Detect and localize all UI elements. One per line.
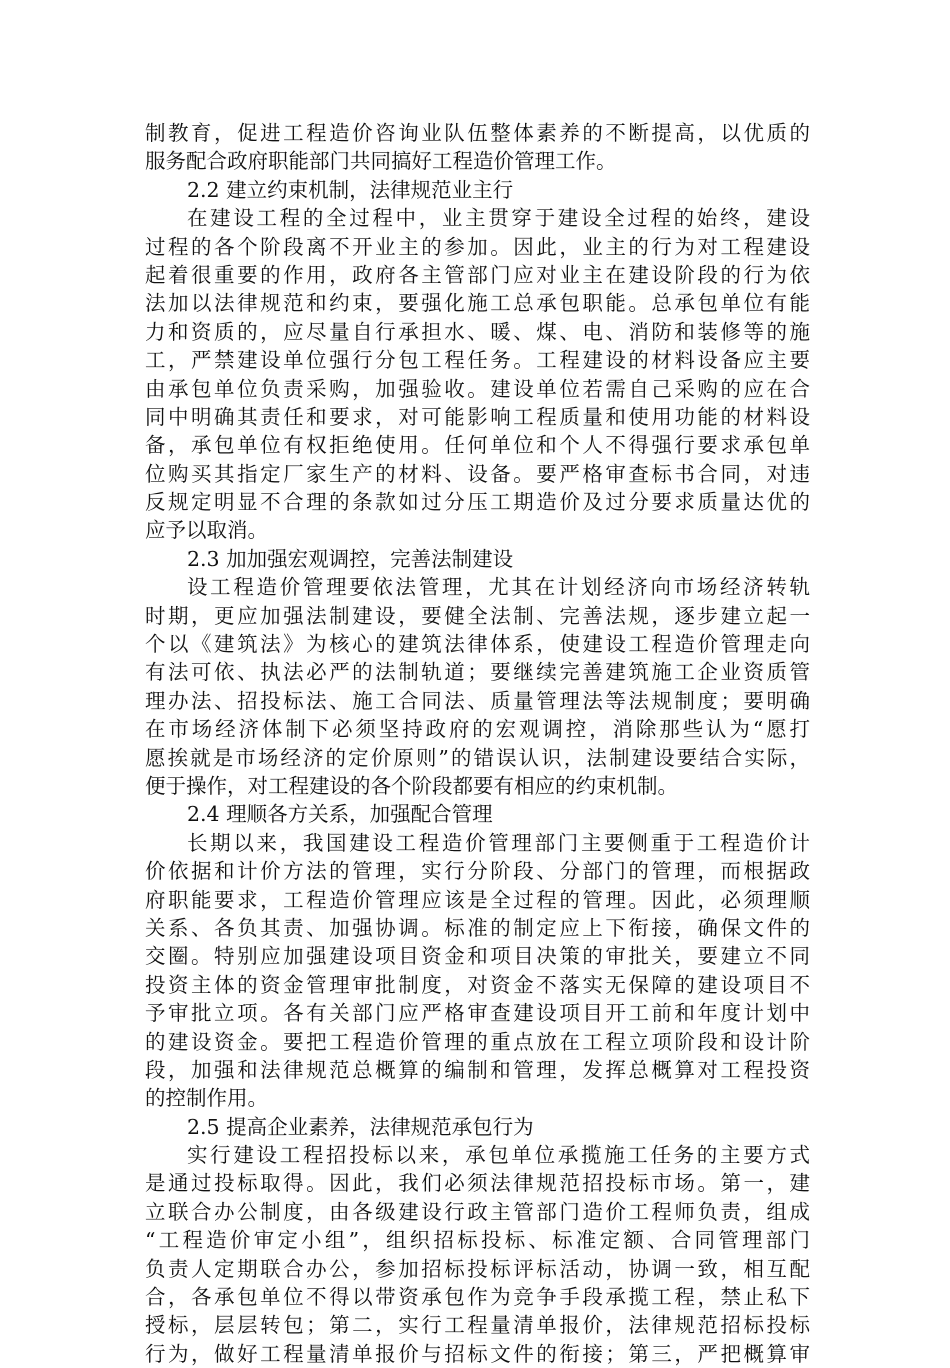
- text-line: 长期以来，我国建设工程造价管理部门主要侧重于工程造价计: [187, 830, 810, 855]
- text-line: 法加以法律规范和约束，要强化施工总承包职能。总承包单位有能: [145, 291, 810, 316]
- text-line: 府职能要求，工程造价管理应该是全过程的管理。因此，必须理顺: [145, 887, 810, 912]
- body-text: [145, 119, 810, 1368]
- section-heading: 2.5 提高企业素养，法律规范承包行为: [187, 1114, 534, 1139]
- text-line: 立联合办公制度，由各级建设行政主管部门造价工程师负责，组成: [145, 1199, 810, 1224]
- text-line: 设工程造价管理要依法管理，尤其在计划经济向市场经济转轨: [187, 575, 810, 600]
- text-line: 备，承包单位有权拒绝使用。任何单位和个人不得强行要求承包单: [145, 433, 810, 458]
- text-line: 在市场经济体制下必须坚持政府的宏观调控，消除那些认为“愿打: [145, 717, 810, 742]
- text-line: 是通过投标取得。因此，我们必须法律规范招投标市场。第一，建: [145, 1171, 810, 1196]
- text-line: 制教育，促进工程造价咨询业队伍整体素养的不断提高，以优质的: [145, 121, 810, 145]
- text-line: 工，严禁建设单位强行分包工程任务。工程建设的材料设备应主要: [145, 348, 810, 373]
- text-line: 过程的各个阶段离不开业主的参加。因此，业主的行为对工程建设: [145, 234, 810, 259]
- text-line: 由承包单位负责采购，加强验收。建设单位若需自己采购的应在合: [145, 376, 810, 401]
- text-line: 应予以取消。: [145, 518, 268, 543]
- text-line: 理办法、招投标法、施工合同法、质量管理法等法规制度；要明确: [145, 688, 810, 713]
- text-line: 便于操作，对工程建设的各个阶段都要有相应的约束机制。: [145, 773, 678, 798]
- text-line: 在建设工程的全过程中，业主贯穿于建设全过程的始终，建设: [187, 206, 810, 231]
- text-line: 关系、各负其责、加强协调。标准的制定应上下衔接，确保文件的: [145, 915, 810, 940]
- section-heading: 2.3 加加强宏观调控，完善法制建设: [187, 546, 514, 571]
- text-line: 价依据和计价方法的管理，实行分阶段、分部门的管理，而根据政: [145, 859, 810, 884]
- text-line: 合，各承包单位不得以带资承包作为竞争手段承揽工程，禁止私下: [145, 1285, 810, 1310]
- text-line: 予审批立项。各有关部门应严格审查建设项目开工前和年度计划中: [145, 1001, 810, 1026]
- text-line: 位购买其指定厂家生产的材料、设备。要严格审查标书合同，对违: [145, 461, 810, 486]
- text-line: 反规定明显不合理的条款如过分压工期造价及过分要求质量达优的: [145, 490, 810, 515]
- text-line: 力和资质的，应尽量自行承担水、暖、煤、电、消防和装修等的施: [145, 319, 810, 344]
- section-heading: 2.2 建立约束机制，法律规范业主行: [187, 177, 514, 202]
- text-line: 愿挨就是市场经济的定价原则”的错误认识，法制建设要结合实际，: [145, 745, 810, 770]
- text-line: 交圈。特别应加强建设项目资金和项目决策的审批关，要建立不同: [145, 944, 810, 969]
- section-heading: 2.4 理顺各方关系，加强配合管理: [187, 802, 493, 827]
- text-line: 段，加强和法律规范总概算的编制和管理，发挥总概算对工程投资: [145, 1057, 810, 1082]
- text-line: 时期，更应加强法制建设，要健全法制、完善法规，逐步建立起一: [145, 603, 810, 628]
- text-line: 授标，层层转包；第二，实行工程量清单报价，法律规范招标投标: [145, 1313, 810, 1338]
- text-line: 的控制作用。: [145, 1086, 268, 1111]
- text-line: 服务配合政府职能部门共同搞好工程造价管理工作。: [145, 149, 617, 174]
- text-line: 投资主体的资金管理审批制度，对资金不落实无保障的建设项目不: [145, 972, 810, 997]
- text-line: 行为，做好工程量清单报价与招标文件的衔接；第三，严把概算审: [145, 1341, 810, 1366]
- text-line: 负责人定期联合办公，参加招标投标评标活动，协调一致，相互配: [145, 1256, 810, 1281]
- text-line: 同中明确其责任和要求，对可能影响工程质量和使用功能的材料设: [145, 404, 810, 429]
- text-line: 起着很重要的作用，政府各主管部门应对业主在建设阶段的行为依: [145, 262, 810, 287]
- text-line: “工程造价审定小组”，组织招标投标、标准定额、合同管理部门: [145, 1228, 810, 1253]
- text-line: 的建设资金。要把工程造价管理的重点放在工程立项阶段和设计阶: [145, 1029, 810, 1054]
- text-line: 个以《建筑法》为核心的建筑法律体系，使建设工程造价管理走向: [145, 632, 810, 657]
- text-line: 实行建设工程招投标以来，承包单位承揽施工任务的主要方式: [187, 1143, 810, 1168]
- text-line: 有法可依、执法必严的法制轨道；要继续完善建筑施工企业资质管: [145, 660, 810, 685]
